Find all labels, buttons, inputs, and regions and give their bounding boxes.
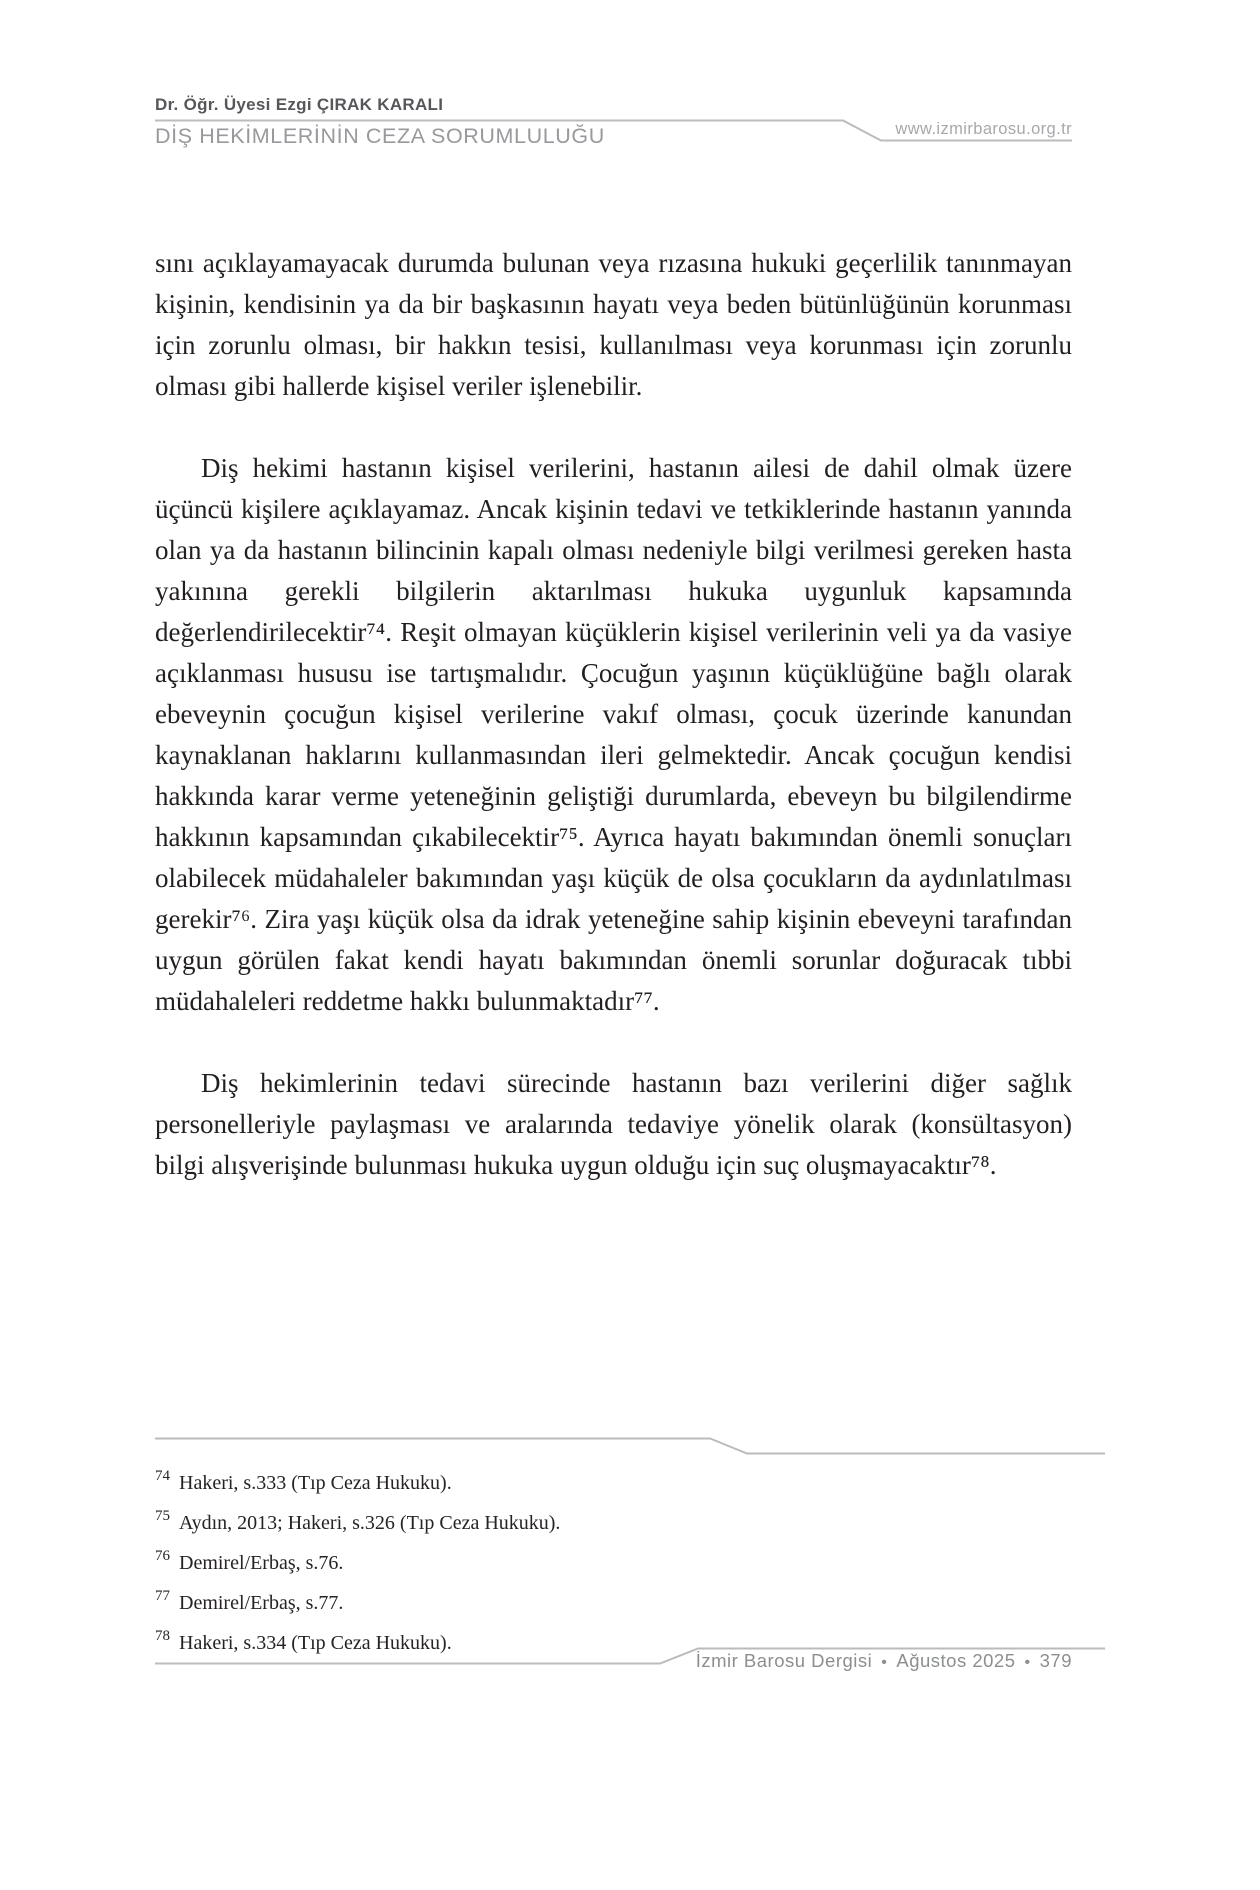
- footnote-text: Hakeri, s.334 (Tıp Ceza Hukuku).: [179, 1632, 452, 1654]
- footnote: [155, 1583, 1105, 1623]
- footnote-number: 78: [155, 1628, 170, 1645]
- article-body: [155, 243, 1072, 1186]
- footnote-number: 76: [155, 1548, 170, 1565]
- website-url: www.izmirbarosu.org.tr: [895, 120, 1072, 138]
- article-title: DİŞ HEKİMLERİNİN CEZA SORUMLULUĞU: [155, 124, 605, 148]
- footnote: [155, 1463, 1105, 1503]
- issue-date: Ağustos 2025: [896, 1650, 1016, 1671]
- footnote-text: Demirel/Erbaş, s.77.: [179, 1592, 344, 1614]
- paragraph: Diş hekimlerinin tedavi sürecinde hastanın bazı verilerini diğer sağlık personelleriyle paylaşması ve aralarında tedaviye yönelik olarak (konsültasyon) bilgi alışverişinde bulunması hukuka uygun olduğu için suç oluşmayacaktır⁷⁸.: [155, 1068, 1072, 1180]
- page-footer: [696, 1652, 1072, 1671]
- footnotes-section: [155, 1437, 1105, 1663]
- paragraph: Diş hekimi hastanın kişisel verilerini, hastanın ailesi de dahil olmak üzere üçüncü kişilere açıklayamaz. Ancak kişinin tedavi ve tetkiklerinde hastanın yanında olan ya da hastanın bilincinin kapalı olması nedeniyle bilgi verilmesi gereken hasta yakınına gerekli bilgilerin aktarılması hukuka uygunluk kapsamında değerlendirilecektir⁷⁴. Reşit olmayan küçüklerin kişisel verilerinin veli ya da vasiye açıklanması hususu ise tartışmalıdır. Çocuğun yaşının küçüklüğüne bağlı olarak ebeveynin çocuğun kişisel verilerine vakıf olması, çocuk üzerinde kanundan kaynaklanan haklarını kullanmasından ileri gelmektedir. Ancak çocuğun kendisi hakkında karar verme yeteneğinin geliştiği durumlarda, ebeveyn bu bilgilendirme hakkının kapsamından çıkabilecektir⁷⁵. Ayrıca hayatı bakımından önemli sonuçları olabilecek müdahaleler bakımından yaşı küçük de olsa çocukların da aydınlatılması gerekir⁷⁶. Zira yaşı küçük olsa da idrak yeteneğine sahip kişinin ebeveyni tarafından uygun görülen fakat kendi hayatı bakımından önemli sorunlar doğuracak tıbbi müdahaleleri reddetme hakkı bulunmaktadır⁷⁷.: [155, 453, 1072, 1016]
- author-name: Dr. Öğr. Üyesi Ezgi ÇIRAK KARALI: [155, 95, 444, 114]
- bullet-separator: •: [1024, 1654, 1031, 1671]
- footnote-number: 75: [155, 1508, 170, 1525]
- footnote-separator-rule: [155, 1437, 1105, 1455]
- bullet-separator: •: [881, 1654, 888, 1671]
- footnote-number: 77: [155, 1588, 170, 1605]
- footnote: [155, 1543, 1105, 1583]
- footnote-text: Demirel/Erbaş, s.76.: [179, 1552, 344, 1574]
- journal-name: İzmir Barosu Dergisi: [695, 1650, 873, 1671]
- page-number: 379: [1039, 1650, 1072, 1671]
- footnote-number: 74: [155, 1468, 170, 1485]
- footnote: [155, 1503, 1105, 1543]
- paragraph-continuation: sını açıklayamayacak durumda bulunan veya rızasına hukuki geçerlilik tanınmayan kişinin, kendisinin ya da bir başkasının hayatı veya beden bütünlüğünün korunması için zorunlu olması, bir hakkın tesisi, kullanılması veya korunması için zorunlu olması gibi hallerde kişisel veriler işlenebilir.: [155, 248, 1072, 401]
- footnote-text: Hakeri, s.333 (Tıp Ceza Hukuku).: [179, 1472, 452, 1494]
- footnote-text: Aydın, 2013; Hakeri, s.326 (Tıp Ceza Hukuku).: [179, 1512, 561, 1534]
